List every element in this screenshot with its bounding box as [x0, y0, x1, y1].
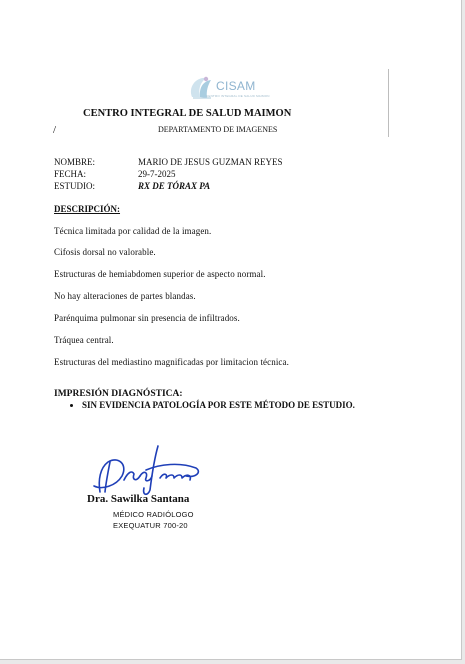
- finding-line: No hay alteraciones de partes blandas.: [54, 291, 196, 301]
- date-value: 29-7-2025: [138, 169, 176, 179]
- stray-slash-mark: /: [53, 124, 57, 136]
- impression-item: • SIN EVIDENCIA PATOLOGÍA POR ESTE MÉTODO DE ESTUDIO.: [82, 400, 355, 410]
- finding-line: Tráquea central.: [54, 335, 114, 345]
- signer-role: MÉDICO RADIÓLOGO: [113, 510, 194, 519]
- description-heading: DESCRIPCIÓN:: [54, 204, 121, 214]
- logo-subtext: CENTRO INTEGRAL DE SALUD MAIMON: [206, 94, 270, 98]
- logo-text: CISAM: [216, 79, 256, 93]
- signer-name: Dra. Sawilka Santana: [87, 493, 190, 505]
- cisam-logo: [184, 73, 270, 103]
- signer-exequatur: EXEQUATUR 700-20: [113, 521, 188, 530]
- finding-line: Cifosis dorsal no valorable.: [54, 247, 156, 257]
- department-name: DEPARTAMENTO DE IMAGENES: [158, 125, 278, 134]
- patient-name-label: NOMBRE:: [54, 157, 96, 167]
- patient-name-value: MARIO DE JESUS GUZMAN REYES: [138, 157, 283, 167]
- margin-guide-line: [388, 69, 389, 137]
- cisam-logo-icon: [184, 73, 218, 103]
- study-label: ESTUDIO:: [54, 181, 95, 191]
- finding-line: Estructuras de hemiabdomen superior de aspecto normal.: [54, 269, 266, 279]
- finding-line: Técnica limitada por calidad de la imagen.: [54, 226, 212, 236]
- handwritten-signature: [88, 440, 208, 500]
- finding-line: Parénquima pulmonar sin presencia de infiltrados.: [54, 313, 240, 323]
- organization-name: CENTRO INTEGRAL DE SALUD MAIMON: [83, 108, 292, 119]
- study-value: RX DE TÓRAX PA: [138, 181, 211, 191]
- finding-line: Estructuras del mediastino magnificadas por limitacion técnica.: [54, 357, 289, 367]
- date-label: FECHA:: [54, 169, 87, 179]
- impression-list: [66, 400, 355, 410]
- impression-heading: IMPRESIÓN DIAGNÓSTICA:: [54, 389, 183, 399]
